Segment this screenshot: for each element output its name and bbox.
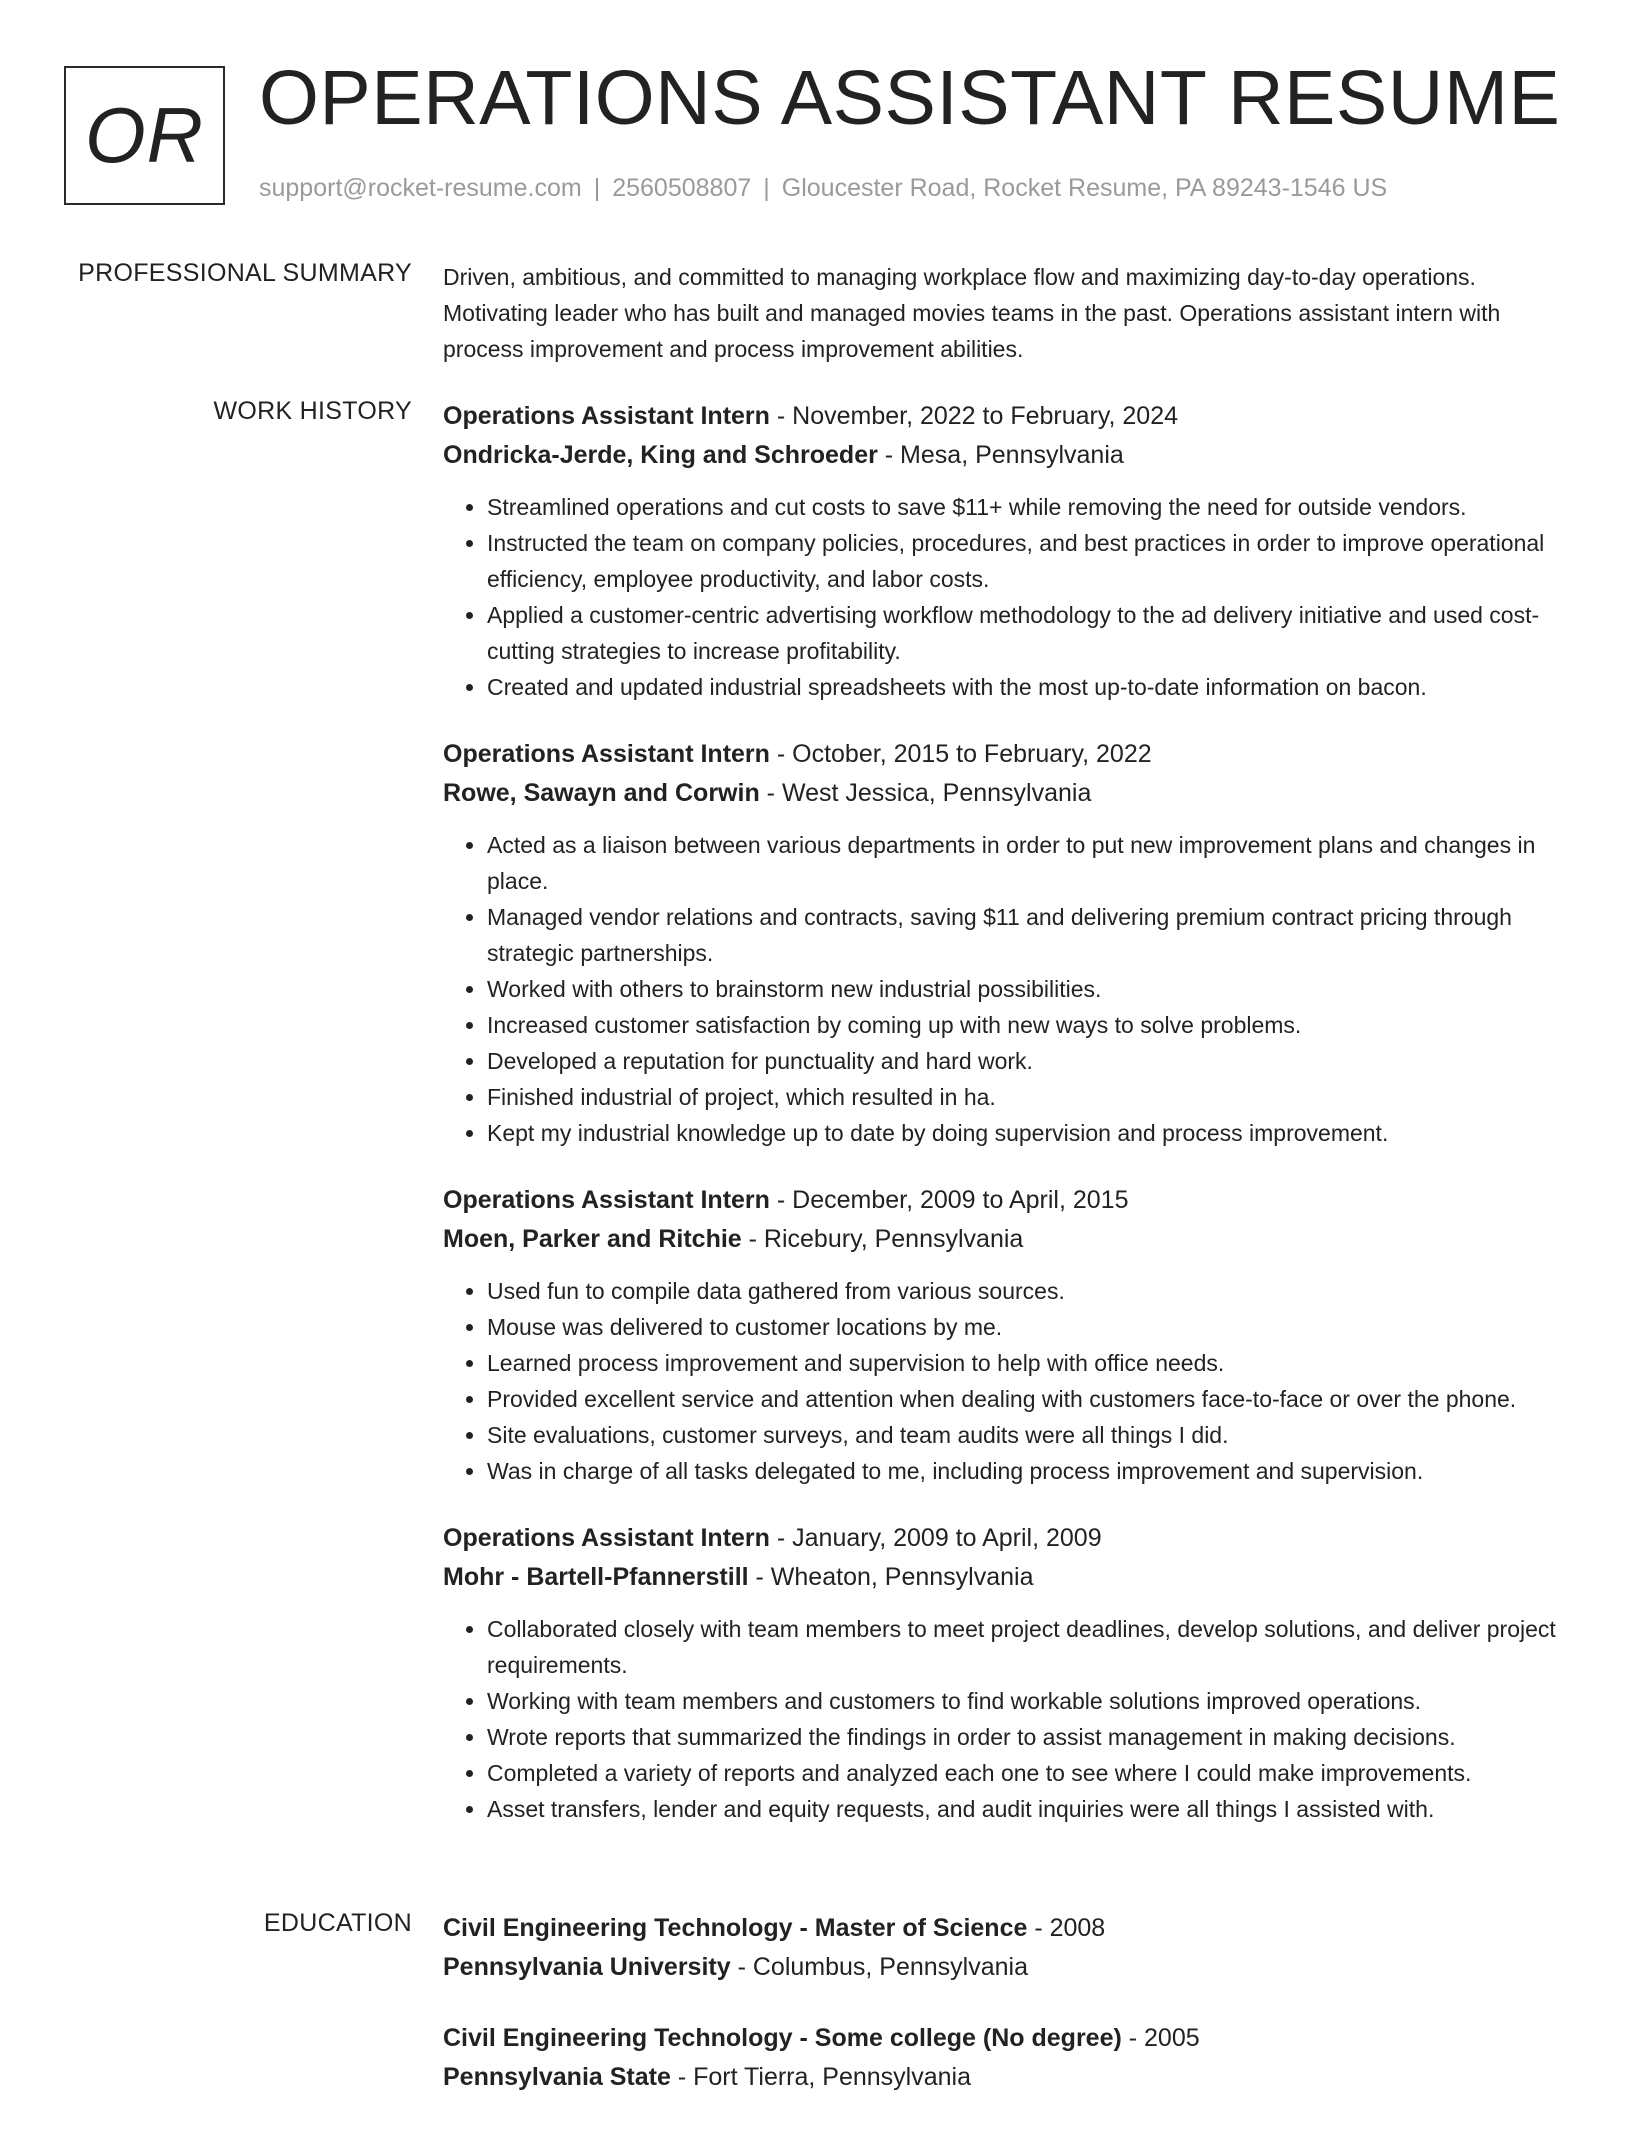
- job-bullet: • Mouse was delivered to customer locations by me.: [487, 1309, 1573, 1345]
- job-entry: [443, 735, 1573, 1151]
- job-title-line: [443, 735, 1573, 774]
- education-location: - Columbus, Pennsylvania: [730, 1953, 1029, 1981]
- work-history-label: WORK HISTORY: [213, 397, 412, 425]
- job-company: Ondricka-Jerde, King and Schroeder: [443, 441, 878, 469]
- education-school-line: [443, 2058, 1573, 2097]
- job-bullet: • Increased customer satisfaction by coming up with new ways to solve problems.: [487, 1007, 1573, 1043]
- job-company: Mohr - Bartell-Pfannerstill: [443, 1563, 749, 1591]
- education-entry: [443, 2019, 1573, 2097]
- contact-separator: |: [763, 174, 770, 202]
- job-bullet: • Asset transfers, lender and equity requests, and audit inquiries were all things I assisted with.: [487, 1791, 1573, 1827]
- job-title-line: [443, 1519, 1573, 1558]
- education-body: [443, 1909, 1573, 2129]
- job-bullet: • Wrote reports that summarized the findings in order to assist management in making decisions.: [487, 1719, 1573, 1755]
- job-bullet: • Applied a customer-centric advertising workflow methodology to the ad delivery initiative and used cost-cutting strategies to increase profitability.: [487, 597, 1573, 669]
- job-dates: - January, 2009 to April, 2009: [769, 1524, 1102, 1552]
- summary-text: Driven, ambitious, and committed to managing workplace flow and maximizing day-to-day operations. Motivating leader who has built and managed movies teams in the past. Operations assistant intern with process improvement and process improvement abilities.: [443, 264, 1501, 362]
- job-location: - West Jessica, Pennsylvania: [759, 779, 1092, 807]
- job-company-line: [443, 1558, 1573, 1597]
- job-entry: [443, 397, 1573, 705]
- education-entry: [443, 1909, 1573, 1987]
- contact-email[interactable]: support@rocket-resume.com: [259, 174, 582, 202]
- job-company-line: [443, 774, 1573, 813]
- job-bullet: • Streamlined operations and cut costs to save $11+ while removing the need for outside vendors.: [487, 489, 1573, 525]
- education-location: - Fort Tierra, Pennsylvania: [670, 2063, 972, 2091]
- job-bullet: • Completed a variety of reports and analyzed each one to see where I could make improvements.: [487, 1755, 1573, 1791]
- education-degree: Civil Engineering Technology - Some college (No degree): [443, 2024, 1122, 2052]
- education-school: Pennsylvania University: [443, 1953, 731, 1981]
- job-company: Moen, Parker and Ritchie: [443, 1225, 742, 1253]
- job-bullets: [443, 827, 1573, 1151]
- job-bullet: • Collaborated closely with team members to meet project deadlines, develop solutions, and deliver project requirements.: [487, 1611, 1573, 1683]
- job-bullet: • Provided excellent service and attention when dealing with customers face-to-face or over the phone.: [487, 1381, 1573, 1417]
- monogram-logo: OR: [64, 66, 225, 205]
- job-company-line: [443, 436, 1573, 475]
- education-school-line: [443, 1948, 1573, 1987]
- job-location: - Mesa, Pennsylvania: [877, 441, 1124, 469]
- job-dates: - October, 2015 to February, 2022: [769, 740, 1152, 768]
- job-dates: - November, 2022 to February, 2024: [769, 402, 1179, 430]
- education-label: EDUCATION: [263, 1909, 412, 1937]
- job-bullet: • Used fun to compile data gathered from various sources.: [487, 1273, 1573, 1309]
- contact-line: [259, 174, 1387, 203]
- job-bullets: [443, 1273, 1573, 1489]
- education-degree-line: [443, 2019, 1573, 2058]
- resume-title: OPERATIONS ASSISTANT RESUME: [259, 55, 1561, 141]
- job-location: - Ricebury, Pennsylvania: [741, 1225, 1024, 1253]
- job-bullet: • Created and updated industrial spreadsheets with the most up-to-date information on bacon.: [487, 669, 1573, 705]
- job-entry: [443, 1181, 1573, 1489]
- job-entry: [443, 1519, 1573, 1827]
- education-year: - 2005: [1121, 2024, 1200, 2052]
- job-bullet: • Site evaluations, customer surveys, and team audits were all things I did.: [487, 1417, 1573, 1453]
- job-bullets: [443, 489, 1573, 705]
- job-bullet: • Working with team members and customers to find workable solutions improved operations.: [487, 1683, 1573, 1719]
- contact-phone[interactable]: 2560508807: [612, 174, 752, 202]
- job-title: Operations Assistant Intern: [443, 1186, 770, 1214]
- job-company: Rowe, Sawayn and Corwin: [443, 779, 760, 807]
- job-bullet: • Learned process improvement and supervision to help with office needs.: [487, 1345, 1573, 1381]
- job-bullets: [443, 1611, 1573, 1827]
- contact-separator: |: [593, 174, 601, 202]
- job-title-line: [443, 397, 1573, 436]
- job-title: Operations Assistant Intern: [443, 740, 770, 768]
- job-bullet: • Was in charge of all tasks delegated to me, including process improvement and supervision.: [487, 1453, 1573, 1489]
- job-bullet: • Managed vendor relations and contracts, saving $11 and delivering premium contract pricing through strategic partnerships.: [487, 899, 1573, 971]
- job-dates: - December, 2009 to April, 2015: [769, 1186, 1129, 1214]
- education-year: - 2008: [1027, 1914, 1106, 1942]
- job-title: Operations Assistant Intern: [443, 402, 770, 430]
- job-bullet: • Worked with others to brainstorm new industrial possibilities.: [487, 971, 1573, 1007]
- education-degree: Civil Engineering Technology - Master of Science: [443, 1914, 1028, 1942]
- work-history-body: [443, 397, 1573, 1857]
- summary-body: [443, 259, 1573, 367]
- job-bullet: • Finished industrial of project, which resulted in ha.: [487, 1079, 1573, 1115]
- summary-label: PROFESSIONAL SUMMARY: [78, 259, 412, 287]
- job-bullet: • Developed a reputation for punctuality and hard work.: [487, 1043, 1573, 1079]
- job-company-line: [443, 1220, 1573, 1259]
- education-degree-line: [443, 1909, 1573, 1948]
- job-title: Operations Assistant Intern: [443, 1524, 770, 1552]
- job-title-line: [443, 1181, 1573, 1220]
- job-bullet: • Acted as a liaison between various departments in order to put new improvement plans and changes in place.: [487, 827, 1573, 899]
- job-bullet: • Instructed the team on company policies, procedures, and best practices in order to improve operational efficiency, employee productivity, and labor costs.: [487, 525, 1573, 597]
- contact-address: Gloucester Road, Rocket Resume, PA 89243-1546 US: [781, 174, 1388, 202]
- job-bullet: • Kept my industrial knowledge up to date by doing supervision and process improvement.: [487, 1115, 1573, 1151]
- education-school: Pennsylvania State: [443, 2063, 671, 2091]
- job-location: - Wheaton, Pennsylvania: [748, 1563, 1034, 1591]
